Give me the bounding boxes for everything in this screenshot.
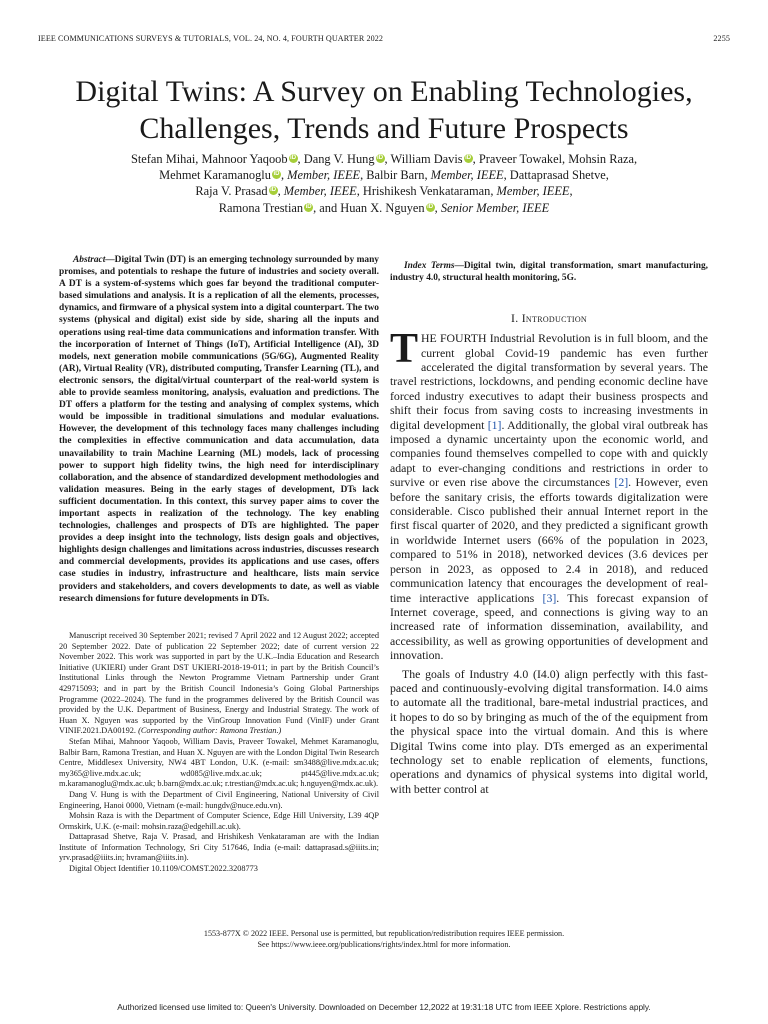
author-membership: Member, IEEE	[283, 184, 357, 199]
author-list	[40, 151, 728, 216]
footnote-affiliation: Stefan Mihai, Mahnoor Yaqoob, William Davis, Praveer Towakel, Mehmet Karamanoglu, Balbir Barn, Ramona Trestian, and Huan X. Nguyen are with the London Digital Twin Research Centre, Middlesex University, NW4 4BT London, U.K. (e-mail: sm3488@live.mdx.ac.uk; my365@live.mdx.ac.uk; wd085@live.mdx.ac.uk; pt445@live.mdx.ac.uk; m.karamanoglu@mdx.ac.uk; b.barn@mdx.ac.uk; r.trestian@mdx.ac.uk; h.nguyen@mdx.ac.uk).	[59, 736, 379, 789]
title-line-2: Challenges, Trends and Future Prospects	[139, 112, 629, 145]
citation-link[interactable]: [3]	[542, 590, 557, 605]
author-text: ,	[277, 184, 284, 199]
index-terms	[390, 260, 708, 284]
author-text: Ramona Trestian	[218, 200, 304, 215]
journal-name: IEEE COMMUNICATIONS SURVEYS & TUTORIALS, VOL. 24, NO. 4, FOURTH QUARTER 2022	[38, 34, 384, 43]
drop-cap: T	[390, 326, 419, 373]
body-text: . This forecast expansion of Internet coverage, speed, and connections is giving way to an increased rate of information dissemination, availability, and accessibility, as well as growing opportunities of development and innovation.	[390, 590, 708, 663]
author-text: , Praveer Towakel, Mohsin Raza,	[472, 152, 638, 166]
footnote-affiliation: Dang V. Hung is with the Department of Civil Engineering, National University of Civil Engineering, Hanoi 0000, Vietnam (e-mail: hungdv@nuce.edu.vn).	[59, 789, 379, 810]
orcid-icon[interactable]: iD	[377, 155, 384, 161]
orcid-icon[interactable]: iD	[270, 187, 277, 194]
rights-link-line: See https://www.ieee.org/publications/rights/index.html for more information.	[257, 940, 511, 949]
abstract	[59, 254, 379, 605]
index-terms-text: —Digital twin, digital transformation, smart manufacturing, industry 4.0, structural health monitoring, 5G.	[390, 261, 708, 284]
author-text: , Dattaprasad Shetve,	[503, 168, 609, 183]
body-text: . However, even before the sanitary crisis, the efforts towards digitalization were considerable. Cisco published their annual Internet report in the first fiscal quarter of 2020, and they predicted a significant growth in worldwide Internet users (66% of the population in 2023, compared to 51% in 2018), networked devices (3.6 devices per person in 2023, as opposed to 2.4 in 2018), and reduced communication latency that encourages the development of real-time interactive applications	[390, 475, 708, 605]
license-notice: Authorized licensed use limited to: Queen's University. Downloaded on December 12,2022 at 19:31:18 UTC from IEEE Xplore. Restrictions apply.	[117, 1002, 651, 1012]
author-text: , and Huan X. Nguyen	[313, 200, 425, 215]
left-column	[59, 254, 379, 605]
footnote-manuscript	[59, 631, 379, 737]
footnotes	[59, 631, 379, 875]
index-terms-label: Index Terms	[404, 261, 455, 271]
title-line-1: Digital Twins: A Survey on Enabling Technologies,	[75, 75, 693, 108]
right-column	[390, 254, 708, 796]
author-text: Raja V. Prasad	[195, 184, 268, 199]
corresponding-author: (Corresponding author: Ramona Trestian.)	[138, 726, 282, 736]
section-title: Introduction	[521, 311, 588, 326]
orcid-icon[interactable]: iD	[465, 155, 472, 161]
author-text: ,	[434, 200, 441, 215]
orcid-icon[interactable]: iD	[273, 171, 280, 178]
page-number: 2255	[713, 34, 730, 43]
body-text: HE FOURTH Industrial Revolution is in full bloom, and the current global Covid-19 pandemic has even further accelerated the digital transformation by several years. The travel restrictions, lockdowns, and pending economic decline have forced industry executives to adapt their business prospects and shift their focus from saving costs to increasing investments in digital development	[390, 331, 708, 432]
author-text: , William Davis	[384, 152, 463, 166]
section-heading	[390, 311, 708, 326]
author-text: ,	[569, 184, 573, 199]
author-membership: Member, IEEE	[287, 168, 361, 183]
footnote-text: Manuscript received 30 September 2021; revised 7 April 2022 and 12 August 2022; accepted 20 September 2022. Date of publication 22 September 2022; date of current version 22 November 2022. This work was supported in part by the U.K.–India Education and Research Initiative (UKIERI) under Grant DST UKIERI-2018-19-011; in part by the British Council’s Institutional Links through the Newton Programme Vietnam Partnership under Grant 429715093; and in part by the British Council Indonesia’s Going Global Partnerships Programme (2022–2024). The fund in the programmes delivered by the British Council was provided by the U.K. Department of Business, Energy and Industrial Strategy. The work of Huan X. Nguyen was supported by the VinGroup Innovation Fund (VinIF) under Grant VINIF.2021.DA00192.	[59, 631, 379, 736]
author-text: , Dang V. Hung	[297, 152, 375, 166]
body-text: . Additionally, the global viral outbreak has imposed a dynamic uncertainty upon the economic world, and companies found themselves compelled to cope with and quickly adapt to ever-changing conditions and restrictions in order to survive or even rise above the circumstances	[390, 417, 709, 490]
author-text: Stefan Mihai, Mahnoor Yaqoob	[130, 152, 288, 166]
author-text: ,	[280, 168, 288, 183]
author-membership: Member, IEEE	[496, 184, 570, 199]
orcid-icon[interactable]: iD	[290, 155, 297, 161]
intro-paragraph-2: The goals of Industry 4.0 (I4.0) align perfectly with this fast-paced and continuously-evolving digital transformation. I4.0 aims to automate all the traditional, bare-metal industrial practices, and it hopes to do so by bringing as much of the of the equipment from the physical space into the virtual domain. And this is where Digital Twins come into play. DTs emerged as an experimental technology set to enable replication of elements, functions, operations and dynamics of physical systems into digital world, with better control at	[390, 666, 708, 796]
author-membership: Senior Member, IEEE	[440, 200, 550, 215]
copyright-line: 1553-877X © 2022 IEEE. Personal use is permitted, but republication/redistribution requires IEEE permission.	[203, 929, 565, 938]
abstract-text: —Digital Twin (DT) is an emerging technology surrounded by many promises, and potentials to reshape the future of industries and society overall. A DT is a system-of-systems which goes far beyond the traditional computer-based simulations and analysis. It is a replication of all the elements, processes, dynamics, and firmware of a physical system into a digital counterpart. The two systems (physical and digital) exist side by side, sharing all the inputs and operations using real-time data communications and information transfer. With the incorporation of Internet of Things (IoT), Artificial Intelligence (AI), 3D models, next generation mobile communications (5G/6G), Augmented Reality (AR), Virtual Reality (VR), distributed computing, Transfer Learning (TL), and electronic sensors, the digital/virtual counterpart of the real-world system is able to provide seamless monitoring, analysis, evaluation and predictions. The DT offers a platform for the testing and analysing of complex systems, which would be impossible in traditional simulations and modular evaluations. However, the development of this technology faces many challenges including the complexities in effective communication and data accumulation, data unavailability to train Machine Learning (ML) models, lack of processing power to support high fidelity twins, the high need for interdisciplinary collaboration, and the absence of standardized development methodologies and validation measures. Being in the early stages of development, DTs lack sufficient documentation. In this context, this survey paper aims to cover the important aspects in realization of the technology. The key enabling technologies, challenges and prospects of DTs are highlighted. The paper provides a deep insight into the technology, lists design goals and objectives, highlights design challenges and limitations across industries, discusses research and commercial developments, provides its applications and use cases, offers case studies in industry, infrastructure and healthcare, lists main service providers and stakeholders, and covers developments to date, as well as viable research dimensions for future developments in DTs.	[59, 255, 379, 604]
doi: Digital Object Identifier 10.1109/COMST.2022.3208773	[69, 864, 258, 874]
footnote-affiliation: Mohsin Raza is with the Department of Computer Science, Edge Hill University, L39 4QP Ormskirk, U.K. (e-mail: mohsin.raza@edgehill.ac.uk).	[59, 811, 379, 831]
section-number: I.	[510, 311, 522, 326]
author-membership: Member, IEEE	[430, 168, 504, 183]
orcid-icon[interactable]: iD	[427, 203, 434, 210]
author-text: , Balbir Barn,	[360, 168, 431, 183]
author-text: Mehmet Karamanoglu	[159, 168, 271, 183]
abstract-label: Abstract	[73, 255, 106, 265]
footnote-affiliation: Dattaprasad Shetve, Raja V. Prasad, and Hrishikesh Venkataraman are with the Indian Institute of Information Technology, Sri City 517646, India (e-mail: dattaprasad.s@iiits.in; yrv.prasad@iiits.in; hvraman@iiits.in).	[59, 832, 379, 863]
paper-title	[20, 73, 748, 147]
citation-link[interactable]: [1]	[487, 417, 502, 432]
running-header	[38, 34, 730, 43]
citation-link[interactable]: [2]	[614, 475, 629, 490]
intro-paragraph-1	[390, 326, 709, 663]
orcid-icon[interactable]: iD	[305, 203, 312, 210]
author-text: , Hrishikesh Venkataraman,	[356, 184, 497, 199]
copyright-notice	[40, 928, 728, 950]
